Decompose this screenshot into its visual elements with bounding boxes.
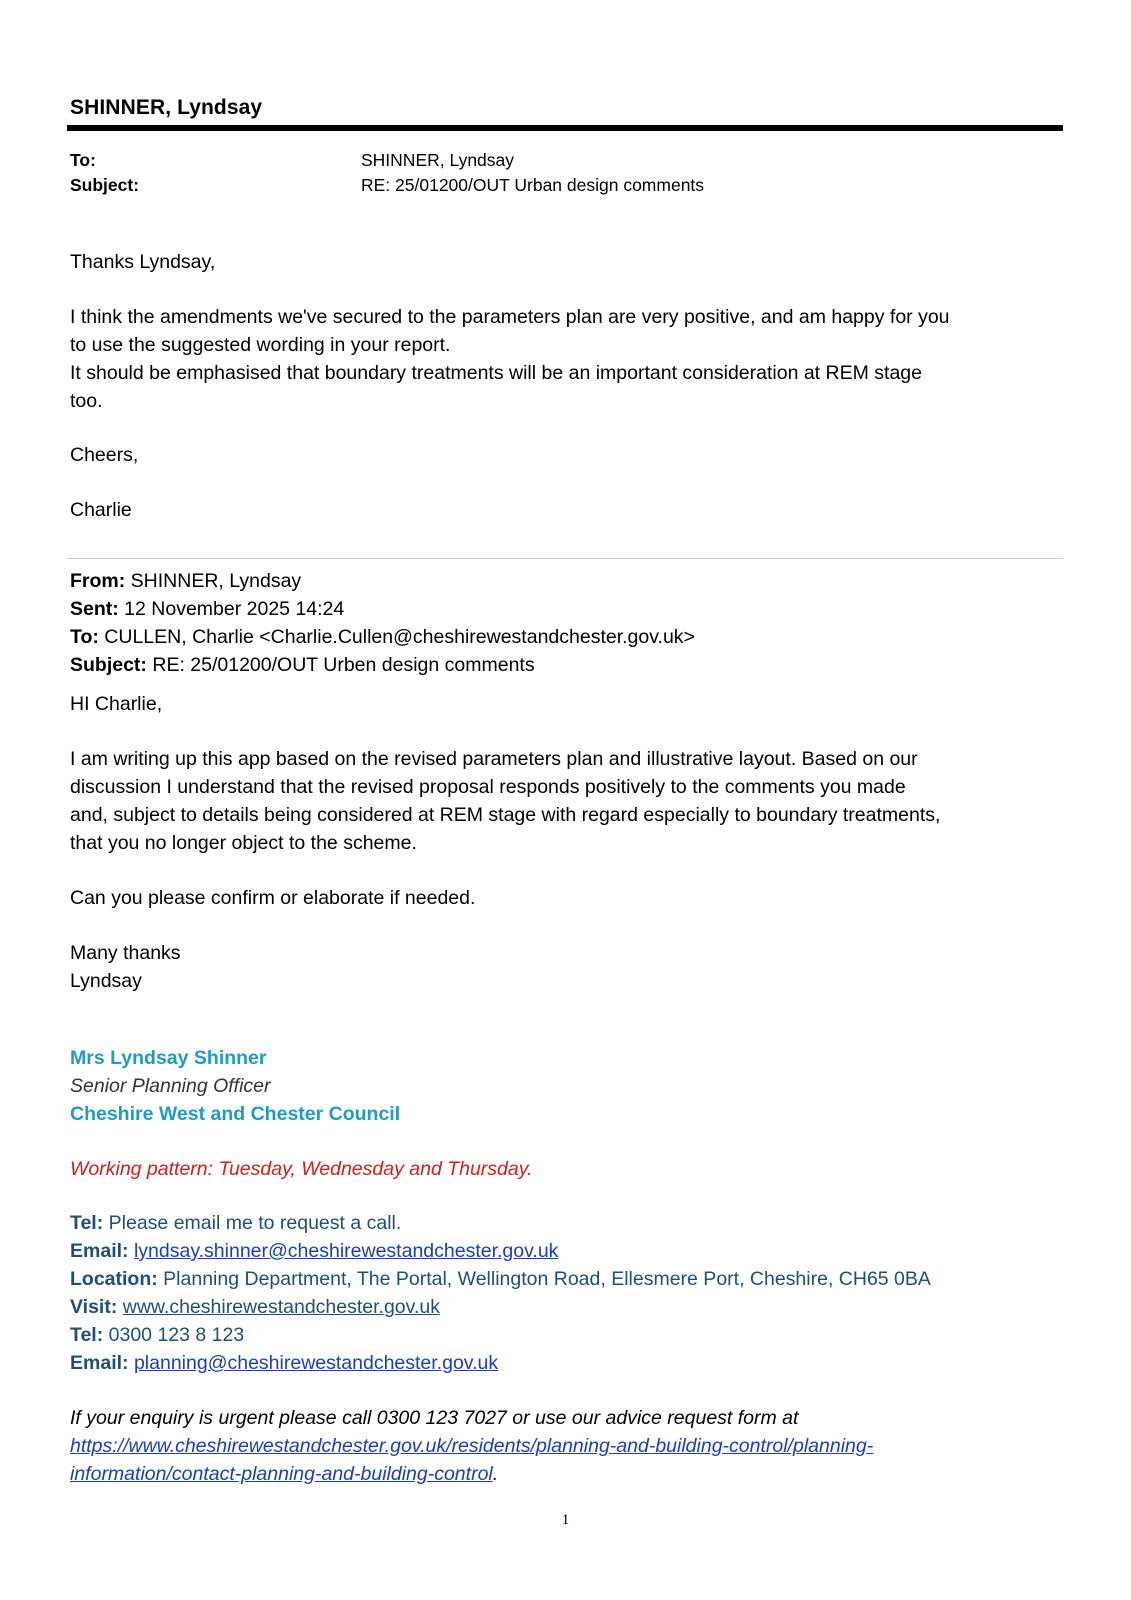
sig-url-row-2 [70,1460,1070,1488]
sent-row [70,595,695,623]
title-rule [67,125,1063,131]
orig-subject-label: Subject: [70,654,147,676]
sig-url-link-1[interactable]: https://www.cheshirewestandchester.gov.uk/residents/planning-and-building-control/planning- [70,1435,874,1457]
reply-name: Charlie [70,499,132,521]
original-header [70,567,695,679]
sig-visit-label: Visit: [70,1296,118,1318]
signature-block [70,1044,1070,1488]
sig-visit-link[interactable]: www.cheshirewestandchester.gov.uk [122,1296,440,1318]
sig-tel1-row [70,1209,1070,1237]
reply-greeting: Thanks Lyndsay, [70,251,216,273]
sig-email1-label: Email: [70,1240,129,1262]
reply-line-1: I think the amendments we've secured to the parameters plan are very positive, and am happy for you [70,306,950,328]
sig-location-row [70,1265,1070,1293]
orig-line-2: discussion I understand that the revised proposal responds positively to the comments you made [70,776,906,798]
message-separator [67,558,1063,559]
sig-tel1-label: Tel: [70,1212,104,1234]
reply-line-2: to use the suggested wording in your report. [70,334,451,356]
sig-url-link-2[interactable]: information/contact-planning-and-building-control [70,1463,493,1485]
from-value: SHINNER, Lyndsay [125,570,302,592]
to-value: SHINNER, Lyndsay [361,150,515,170]
page-title: SHINNER, Lyndsay [70,96,263,119]
sig-tel1-value: Please email me to request a call. [103,1212,402,1234]
sig-url-row-1 [70,1432,1070,1460]
sig-email2-link[interactable]: planning@cheshirewestandchester.gov.uk [133,1352,499,1374]
sig-email1-row [70,1237,1070,1265]
reply-line-4: too. [70,390,103,412]
sig-tel2-label: Tel: [70,1324,104,1346]
sig-url-period: . [492,1463,499,1485]
subject-value: RE: 25/01200/OUT Urban design comments [361,175,705,195]
sig-tel2-row [70,1321,1070,1349]
orig-thanks: Many thanks [70,942,181,964]
orig-line-1: I am writing up this app based on the revised parameters plan and illustrative layout. Based on our [70,748,918,770]
page-number: 1 [561,1512,570,1528]
sent-value: 12 November 2025 14:24 [118,598,345,620]
sent-label: Sent: [70,598,119,620]
orig-line-4: that you no longer object to the scheme. [70,832,417,854]
sig-location-label: Location: [70,1268,158,1290]
orig-line-3: and, subject to details being considered at REM stage with regard especially to boundary treatments, [70,804,941,826]
from-row [70,567,695,595]
reply-signoff: Cheers, [70,444,139,466]
orig-subject-value: RE: 25/01200/OUT Urben design comments [146,654,535,676]
sig-working-pattern: Working pattern: Tuesday, Wednesday and Thursday. [70,1158,533,1180]
sig-location-value: Planning Department, The Portal, Wellington Road, Ellesmere Port, Cheshire, CH65 0BA [157,1268,931,1290]
original-body [70,690,1070,995]
sig-email2-label: Email: [70,1352,129,1374]
orig-greeting: HI Charlie, [70,693,163,715]
sig-urgent-line: If your enquiry is urgent please call 0300 123 7027 or use our advice request form at [70,1407,799,1429]
sig-contacts [70,1209,1070,1377]
sig-org: Cheshire West and Chester Council [70,1103,401,1125]
orig-to-label: To: [70,626,99,648]
subject-label: Subject: [70,175,140,195]
sig-email1-link[interactable]: lyndsay.shinner@cheshirewestandchester.gov.uk [133,1240,559,1262]
to-label: To: [70,150,96,170]
orig-para2: Can you please confirm or elaborate if needed. [70,887,476,909]
sig-email2-row [70,1349,1070,1377]
reply-body [70,248,1070,524]
orig-subject-row [70,651,695,679]
reply-line-3: It should be emphasised that boundary treatments will be an important consideration at REM stage [70,362,922,384]
sig-visit-row [70,1293,1070,1321]
sig-name: Mrs Lyndsay Shinner [70,1047,267,1069]
orig-to-value: CULLEN, Charlie <Charlie.Cullen@cheshirewestandchester.gov.uk> [98,626,695,648]
sig-role: Senior Planning Officer [70,1075,271,1097]
orig-name: Lyndsay [70,970,142,992]
from-label: From: [70,570,126,592]
orig-to-row [70,623,695,651]
sig-tel2-value: 0300 123 8 123 [103,1324,245,1346]
